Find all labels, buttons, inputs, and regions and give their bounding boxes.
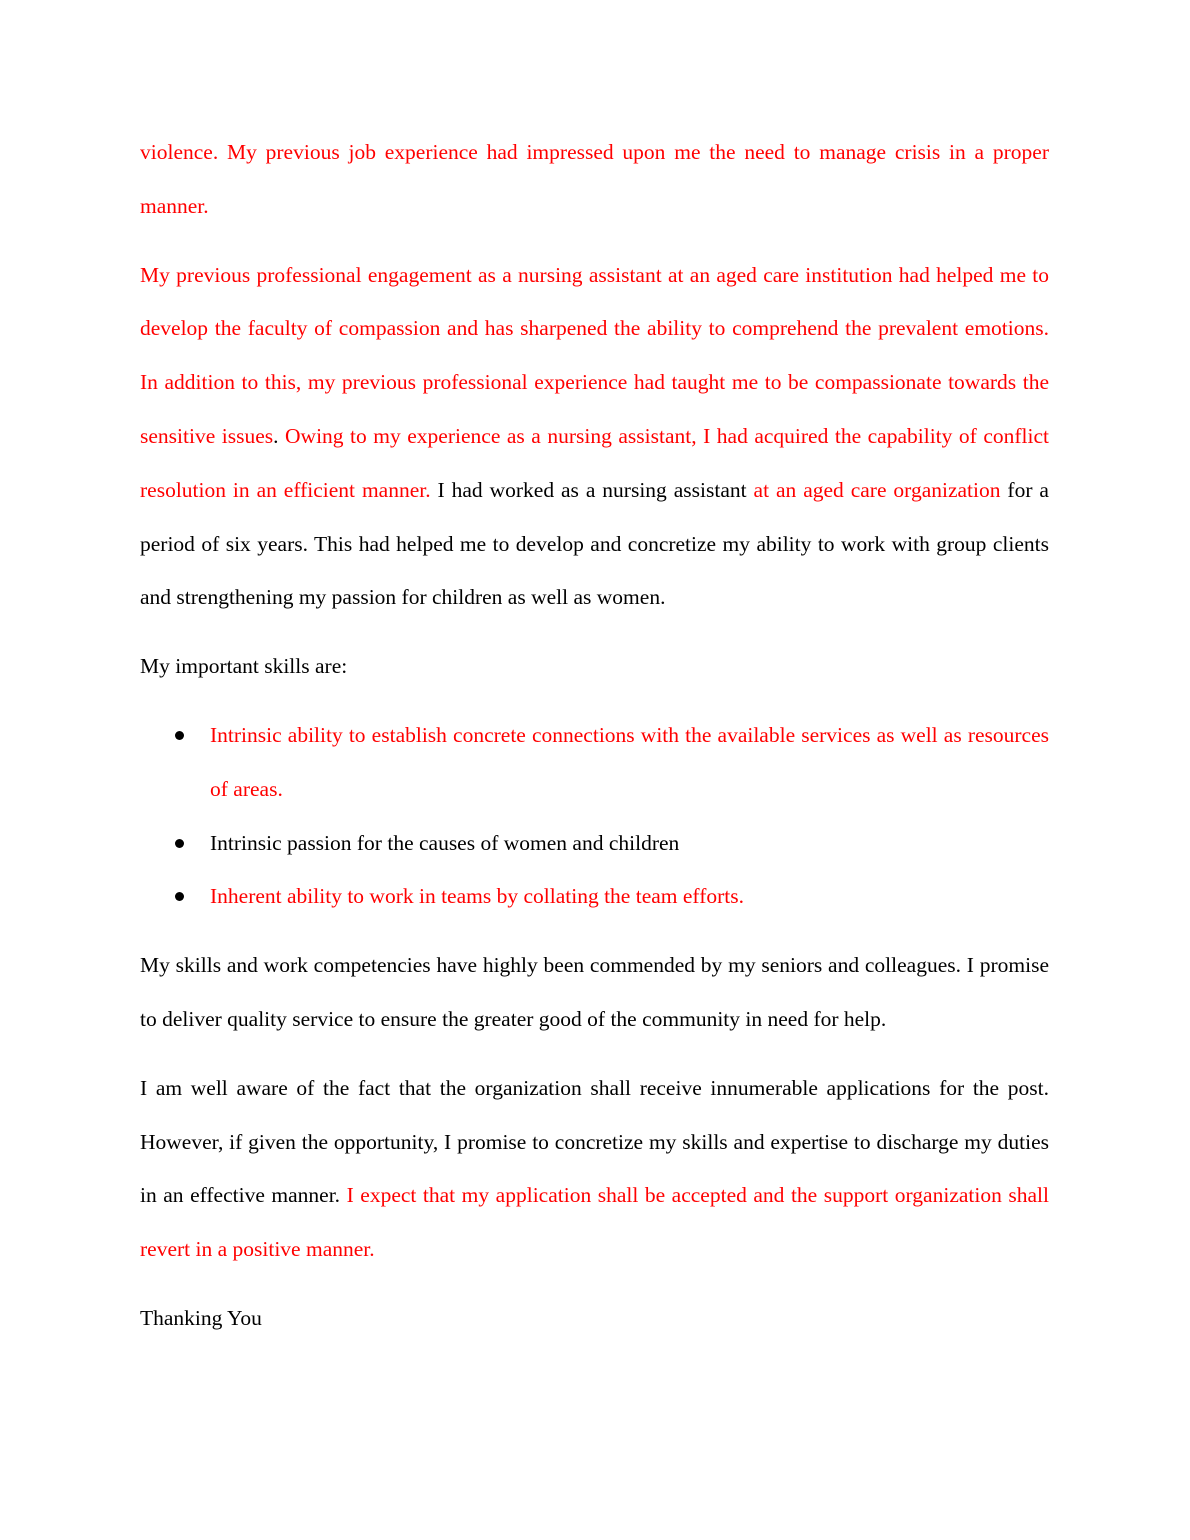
bullet-icon [175, 892, 184, 901]
paragraph-2-segment-6: for a period of six years. This had helped me to develop and concretize my ability to work with group clients and strengthening my passion for children as well as women. [140, 477, 1049, 610]
list-item [140, 709, 1049, 817]
paragraph-2-segment-1: My previous professional engagement as a nursing assistant at an aged care institution had helped me to develop the faculty of compassion and has sharpened the ability to comprehend the prevalent emotions. In addition to this, my previous professional experience had taught me to be compassionate towards the sensitive issues [140, 262, 1049, 448]
closing-salutation: Thanking You [140, 1305, 262, 1330]
skills-intro: My important skills are: [140, 654, 348, 679]
paragraph-2-segment-4: I had worked as a nursing assistant [430, 477, 754, 502]
skill-text-3: Inherent ability to work in teams by collating the team efforts. [210, 884, 744, 909]
paragraph-2-segment-2: . [273, 423, 279, 448]
bullet-icon [175, 839, 184, 848]
skill-text-2: Intrinsic passion for the causes of women and children [210, 830, 680, 855]
list-item [140, 870, 1049, 924]
bullet-icon [175, 731, 184, 740]
paragraph-application [140, 1062, 1049, 1277]
paragraph-2-segment-5: at an aged care organization [753, 477, 1001, 502]
paragraph-violence [140, 126, 1049, 234]
paragraph-1-text: violence. My previous job experience had impressed upon me the need to manage crisis in a proper manner. [140, 140, 1049, 218]
paragraph-4-segment-2: I expect that my application shall be accepted and the support organization shall revert in a positive manner. [140, 1183, 1049, 1262]
paragraph-experience [140, 249, 1049, 626]
skills-list [140, 709, 1049, 924]
list-item [140, 817, 1049, 871]
document-page [140, 126, 1049, 1346]
paragraph-commendation: My skills and work competencies have highly been commended by my seniors and colleagues. I promise to deliver quality service to ensure the greater good of the community in need for help. [140, 953, 1049, 1031]
skill-text-1: Intrinsic ability to establish concrete connections with the available services as well as resources of areas. [210, 722, 1049, 801]
paragraph-2-segment-3: Owing to my experience as a nursing assistant, I had acquired the capability of conflict resolution in an efficient manner. [140, 423, 1049, 502]
paragraph-4-segment-1: I am well aware of the fact that the organization shall receive innumerable applications for the post. However, if given the opportunity, I promise to concretize my skills and expertise to discharge my duties in an effective manner. [140, 1075, 1049, 1208]
